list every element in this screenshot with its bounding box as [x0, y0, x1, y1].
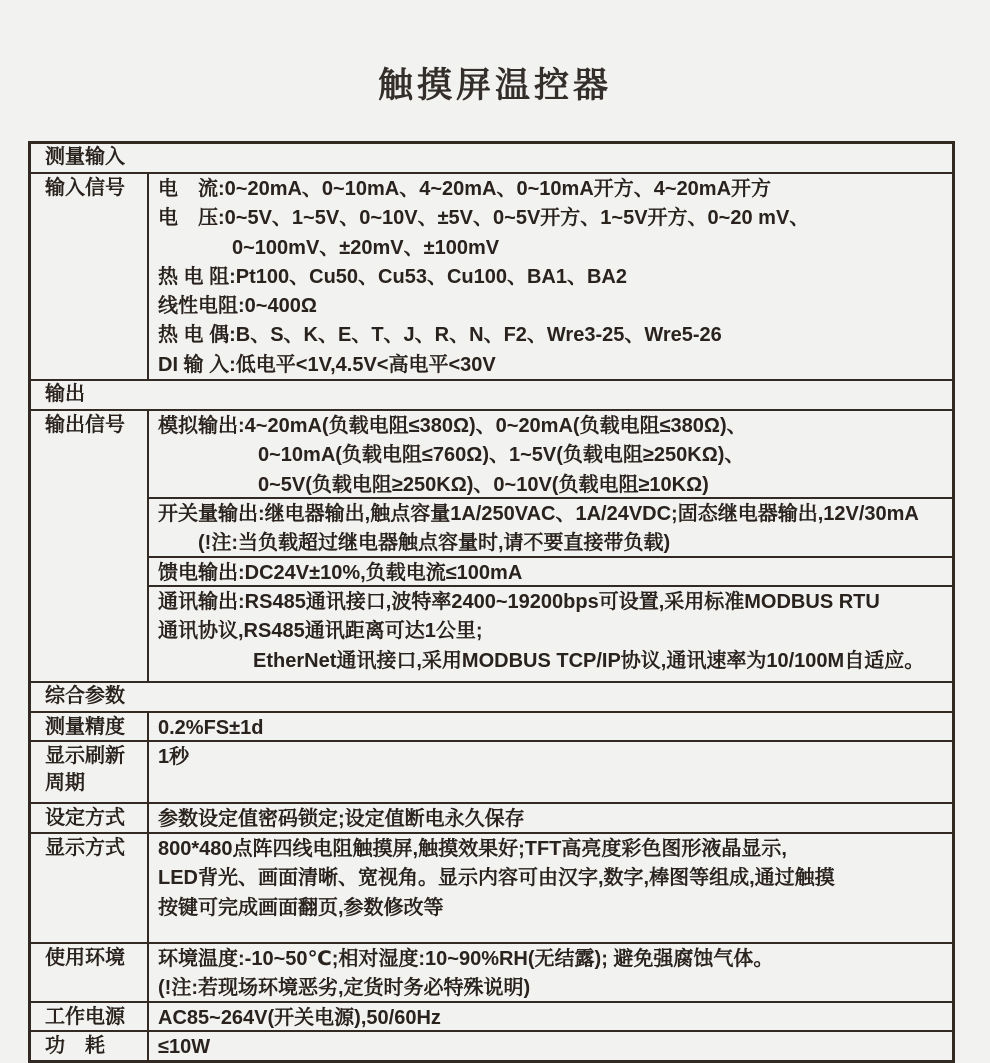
spec-table	[28, 141, 955, 1063]
label-power-supply: 工作电源	[31, 1003, 149, 1030]
label-environment: 使用环境	[31, 944, 149, 1001]
section-measure-input-label: 测量输入	[45, 146, 125, 168]
spec-line-environment-note: (!注:若现场环境恶劣,定货时务必特殊说明)	[158, 977, 531, 1000]
cell-accuracy	[149, 713, 952, 740]
spec-line-analog-2: 0~10mA(负载电阻≤760Ω)、1~5V(负载电阻≥250KΩ)、	[258, 444, 745, 467]
cell-environment	[149, 944, 952, 1001]
row-power-consumption	[31, 1032, 952, 1060]
spec-line-rtd: 热 电 阻:Pt100、Cu50、Cu53、Cu100、BA1、BA2	[158, 265, 628, 288]
spec-line-comm-1: 通讯输出:RS485通讯接口,波特率2400~19200bps可设置,采用标准MODBUS RTU	[158, 591, 880, 613]
cell-power-supply	[149, 1003, 952, 1030]
label-refresh-period: 显示刷新周期	[31, 742, 149, 802]
spec-line-analog-3: 0~5V(负载电阻≥250KΩ)、0~10V(负载电阻≥10KΩ)	[258, 473, 709, 496]
cell-setting-mode	[149, 804, 952, 832]
label-accuracy: 测量精度	[31, 713, 149, 740]
row-display-mode	[31, 834, 952, 944]
spec-line-comm-2: 通讯协议,RS485通讯距离可达1公里;	[158, 620, 483, 643]
subrow-switch-output	[149, 499, 952, 558]
row-accuracy	[31, 713, 952, 742]
spec-line-voltage-cont: 0~100mV、±20mV、±100mV	[232, 236, 500, 259]
page-title: 触摸屏温控器	[377, 66, 612, 105]
label-display-mode: 显示方式	[31, 834, 149, 942]
cell-power-consumption	[149, 1032, 952, 1060]
spec-line-power-consumption: ≤10W	[158, 1036, 211, 1058]
section-measure-input	[31, 144, 952, 174]
cell-input-signal	[149, 174, 952, 379]
spec-line-power-supply: AC85~264V(开关电源),50/60Hz	[158, 1007, 441, 1029]
subrow-analog-output	[149, 411, 952, 499]
subrow-comm-output	[149, 587, 952, 673]
spec-line-comm-ethernet: EtherNet通讯接口,采用MODBUS TCP/IP协议,通讯速率为10/100M自适应。	[253, 649, 925, 672]
subrow-feed-output	[149, 558, 952, 587]
section-general-params-label: 综合参数	[45, 685, 125, 707]
spec-line-di-input: DI 输 入:低电平<1V,4.5V<高电平<30V	[158, 353, 496, 376]
label-setting-mode: 设定方式	[31, 804, 149, 832]
spec-line-analog-1: 模拟输出:4~20mA(负载电阻≤380Ω)、0~20mA(负载电阻≤380Ω)、	[158, 415, 747, 437]
section-output	[31, 381, 952, 411]
spec-line-setting-mode: 参数设定值密码锁定;设定值断电永久保存	[158, 808, 525, 830]
spec-line-switch-1: 开关量输出:继电器输出,触点容量1A/250VAC、1A/24VDC;固态继电器输出,12V/30mA	[158, 503, 919, 525]
spec-line-feed: 馈电输出:DC24V±10%,负载电流≤100mA	[158, 562, 523, 584]
spec-line-accuracy: 0.2%FS±1d	[158, 717, 264, 739]
spec-line-environment-1: 环境温度:-10~50℃;相对湿度:10~90%RH(无结露); 避免强腐蚀气体。	[158, 948, 774, 970]
row-refresh-period	[31, 742, 952, 804]
spec-line-switch-note: (!注:当负载超过继电器触点容量时,请不要直接带负载)	[198, 532, 671, 555]
spec-line-voltage: 电 压:0~5V、1~5V、0~10V、±5V、0~5V开方、1~5V开方、0~20 mV、	[158, 207, 810, 230]
row-input-signal	[31, 174, 952, 381]
spec-line-refresh-period: 1秒	[158, 746, 190, 768]
section-general-params	[31, 683, 952, 713]
row-environment	[31, 944, 952, 1003]
row-power-supply	[31, 1003, 952, 1032]
spec-line-display-2: LED背光、画面清晰、宽视角。显示内容可由汉字,数字,棒图等组成,通过触摸	[158, 867, 835, 890]
spec-line-display-1: 800*480点阵四线电阻触摸屏,触摸效果好;TFT高亮度彩色图形液晶显示,	[158, 838, 787, 860]
section-output-label: 输出	[45, 383, 85, 405]
spec-line-display-3: 按键可完成画面翻页,参数修改等	[158, 896, 444, 919]
label-input-signal: 输入信号	[31, 174, 149, 379]
row-setting-mode	[31, 804, 952, 834]
cell-refresh-period	[149, 742, 952, 802]
spec-line-thermocouple: 热 电 偶:B、S、K、E、T、J、R、N、F2、Wre3-25、Wre5-26	[158, 324, 722, 347]
spec-line-linear-resistance: 线性电阻:0~400Ω	[158, 295, 317, 318]
row-output-signal	[31, 411, 952, 683]
spec-line-current: 电 流:0~20mA、0~10mA、4~20mA、0~10mA开方、4~20mA开方	[158, 178, 772, 200]
cell-output-signal	[149, 411, 952, 681]
label-power-consumption: 功 耗	[31, 1032, 149, 1060]
cell-display-mode	[149, 834, 952, 942]
label-output-signal: 输出信号	[31, 411, 149, 681]
